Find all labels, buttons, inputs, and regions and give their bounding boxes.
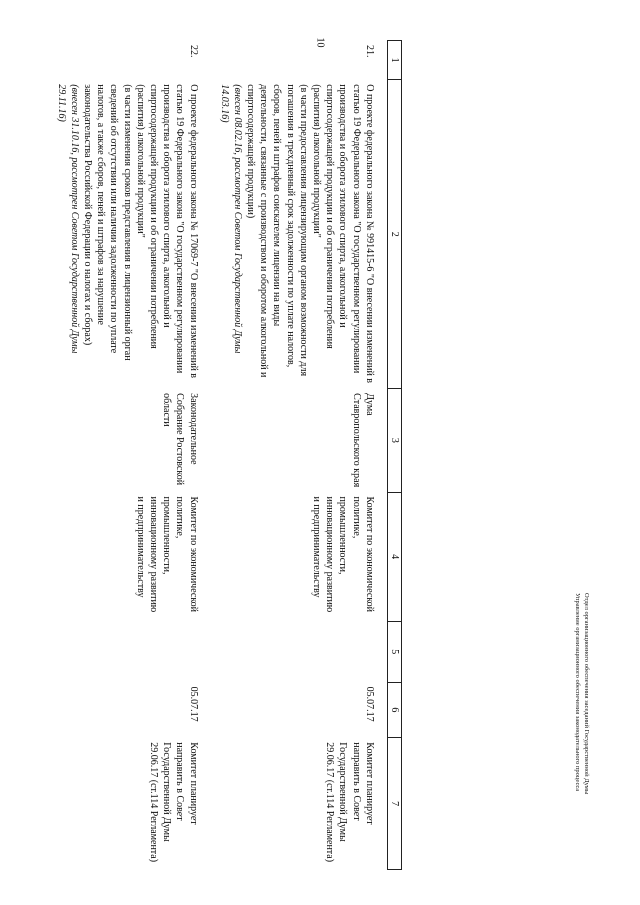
rotated-table-region <box>55 40 402 870</box>
column-number: 6 <box>387 682 401 738</box>
bill-details: (в части предоставления лицензирующим органом возможности для погашения в трехдневный срок задолженности по уплате налогов, сборов, пеней и штрафов соискателем лицензии на виды деятельности, связанные с производством и оборотом алкогольной и спиртосодержащей продукции) <box>245 84 309 378</box>
bill-title: О проекте федерального закона № 991415-6 "О внесении изменений в статью 19 Федерального закона "О государственном регулировании производства и оборота этилового спирта, алкогольной и спиртосодержащей продукции и об ограничении потребления (распития) алкогольной продукции" <box>311 84 375 384</box>
review-date: 05.07.17 <box>363 686 375 722</box>
page-number: 10 <box>314 37 326 48</box>
bill-title: О проекте федерального закона № 17069-7 "О внесении изменений в статью 19 Федерального закона "О государственном регулировании производства и оборота этилового спирта, алкогольной и спиртосодержащей продукции и об ограничении потребления (распития) алкогольной продукции" <box>134 84 199 379</box>
footer-line: Управление организационного обеспечения законодательного процесса <box>574 593 582 792</box>
column-5-value <box>54 621 201 682</box>
bills-table <box>54 40 403 870</box>
column-number: 2 <box>387 80 401 389</box>
column-number: 4 <box>387 492 401 621</box>
bill-author: Дума Ставропольского края <box>350 393 375 488</box>
row-number: 21. <box>363 45 375 58</box>
column-5-value <box>217 621 377 682</box>
bill-note: (внесен 31.10.16, рассмотрен Советом Государственной Думы 29.11.16) <box>55 84 80 354</box>
row-number: 22. <box>187 45 199 58</box>
page-footer <box>572 593 590 893</box>
bill-description <box>217 80 377 389</box>
column-number: 7 <box>387 738 401 870</box>
review-date: 05.07.17 <box>187 686 199 722</box>
column-number-row <box>387 41 401 870</box>
responsible-committee: Комитет по экономической политике, промышленности, инновационному развитию и предпринимательству <box>134 496 199 613</box>
table-row <box>217 41 377 870</box>
table-row <box>54 41 201 870</box>
committee-plan: Комитет планирует направить в Совет Государственной Думы 29.06.17 (ст.114 Регламента) <box>148 742 199 863</box>
bill-description <box>54 80 201 389</box>
column-number: 3 <box>387 389 401 492</box>
footer-line: Отдел организационного обеспечения заседаний Государственной Думы <box>583 593 590 795</box>
responsible-committee: Комитет по экономической политике, промышленности, инновационному развитию и предпринимательству <box>311 496 375 613</box>
column-number: 1 <box>387 41 401 80</box>
bill-author: Законодательное Собрание Ростовской области <box>161 393 199 486</box>
bill-details: (в части изменения сроков представления в лицензионный орган сведений об отсутствии или наличии задолженности по уплате налогов, а также сборов, пеней и штрафов за нарушение законодательства Российской Федерации о налогах и сборах) <box>82 84 133 361</box>
column-number: 5 <box>387 621 401 682</box>
bill-note: (внесен 08.02.16, рассмотрен Советом Государственной Думы 14.03.16) <box>218 84 243 354</box>
committee-plan: Комитет планирует направить в Совет Государственной Думы 29.06.17 (ст.114 Регламента) <box>324 742 375 863</box>
